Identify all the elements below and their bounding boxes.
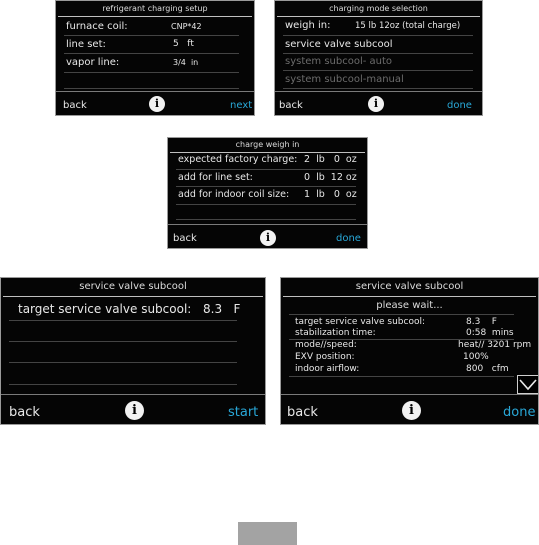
add-for-line-set-value: 0 lb 12 oz	[304, 172, 357, 183]
screen-title: charge weigh in	[235, 140, 300, 149]
add-for-line-set-label: add for line set:	[178, 172, 253, 183]
row-divider	[283, 53, 473, 54]
stabilization-time-label: stabilization time:	[295, 328, 376, 338]
back-button[interactable]: back	[63, 100, 87, 111]
line-set-value: 5 ft	[173, 39, 194, 49]
weigh-in-option[interactable]	[285, 20, 475, 35]
bottom-rule	[275, 91, 482, 92]
done-button[interactable]: done	[503, 405, 536, 420]
row-divider	[283, 88, 473, 89]
exv-position-label: EXV position:	[295, 352, 355, 362]
info-icon[interactable]: i	[368, 96, 384, 112]
vapor-line-value: 3/4 in	[173, 58, 199, 67]
title-rule	[58, 16, 252, 17]
title-rule	[170, 152, 365, 153]
back-button[interactable]: back	[9, 405, 40, 420]
add-for-indoor-coil-size-value: 1 lb 0 oz	[304, 189, 357, 200]
row-divider	[64, 35, 239, 36]
gray-placeholder-block	[238, 522, 297, 545]
vapor-line-label: vapor line:	[66, 57, 120, 68]
system-subcool-auto-option: system subcool- auto	[285, 56, 393, 67]
add-for-indoor-coil-size-label: add for indoor coil size:	[178, 189, 290, 200]
refrigerant-charging-setup-screen	[55, 0, 255, 116]
scroll-down-button[interactable]	[517, 375, 539, 394]
expected-factory-charge-label: expected factory charge:	[178, 154, 298, 165]
info-icon[interactable]: i	[125, 401, 144, 420]
line-set-row[interactable]	[66, 39, 106, 50]
back-button[interactable]: back	[173, 233, 197, 244]
mode-speed-label: mode//speed:	[295, 340, 357, 350]
title-rule	[283, 296, 536, 297]
indoor-airflow-label: indoor airflow:	[295, 364, 360, 374]
done-button[interactable]: done	[336, 233, 361, 244]
line-set-label: line set:	[66, 39, 106, 50]
service-valve-subcool-screen	[0, 277, 266, 425]
please-wait-message: please wait...	[376, 300, 443, 311]
next-button[interactable]: next	[230, 100, 253, 111]
furnace-coil-row[interactable]	[66, 21, 128, 32]
back-button[interactable]: back	[279, 100, 303, 111]
weigh-in-value: 15 lb 12oz (total charge)	[355, 21, 461, 31]
service-valve-subcool-progress-screen	[280, 277, 539, 425]
info-icon[interactable]: i	[402, 401, 421, 420]
row-divider	[9, 384, 237, 385]
row-divider	[283, 70, 473, 71]
screen-title: service valve subcool	[355, 281, 464, 292]
row-divider	[289, 314, 514, 315]
chevron-down-icon	[518, 376, 538, 393]
row-divider	[64, 53, 239, 54]
furnace-coil-value: CNP*42	[171, 22, 202, 31]
done-button[interactable]: done	[447, 100, 472, 111]
system-subcool-manual-option: system subcool-manual	[285, 74, 404, 85]
bottom-rule	[1, 394, 265, 395]
back-button[interactable]: back	[287, 405, 318, 420]
title-rule	[277, 16, 480, 17]
row-divider	[9, 341, 237, 342]
screen-title: refrigerant charging setup	[102, 4, 208, 13]
charge-weigh-in-screen	[167, 137, 368, 249]
row-divider	[176, 169, 356, 170]
charging-mode-selection-screen	[274, 0, 483, 116]
row-divider	[176, 204, 356, 205]
indoor-airflow-value: 800 cfm	[466, 364, 509, 374]
row-divider	[64, 88, 239, 89]
row-divider	[9, 362, 237, 363]
info-icon[interactable]: i	[149, 96, 165, 112]
furnace-coil-label: furnace coil:	[66, 21, 128, 32]
bottom-rule	[168, 224, 367, 225]
info-icon[interactable]: i	[260, 230, 276, 246]
stabilization-time-value: 0:58 mins	[466, 328, 514, 338]
target-service-valve-subcool-label: target service valve subcool:	[18, 302, 192, 316]
mode-speed-value: heat// 3201 rpm	[458, 340, 532, 350]
bottom-rule	[281, 394, 538, 395]
title-rule	[3, 296, 263, 297]
weigh-in-label: weigh in:	[285, 20, 331, 31]
target-service-valve-subcool-value: 8.3 F	[203, 302, 241, 316]
vapor-line-row[interactable]	[66, 57, 119, 68]
target-subcool-label: target service valve subcool:	[295, 317, 425, 327]
row-divider	[176, 186, 356, 187]
start-button[interactable]: start	[228, 405, 259, 420]
expected-factory-charge-value: 2 lb 0 oz	[304, 154, 357, 165]
service-valve-subcool-option[interactable]: service valve subcool	[285, 39, 393, 50]
screen-title: charging mode selection	[329, 4, 428, 13]
row-divider	[289, 376, 514, 377]
row-divider	[9, 320, 237, 321]
row-divider	[64, 72, 239, 73]
bottom-rule	[56, 91, 254, 92]
exv-position-value: 100%	[463, 352, 489, 362]
row-divider	[176, 219, 356, 220]
screen-title: service valve subcool	[79, 281, 187, 292]
row-divider	[283, 35, 473, 36]
target-subcool-value: 8.3 F	[466, 317, 497, 327]
